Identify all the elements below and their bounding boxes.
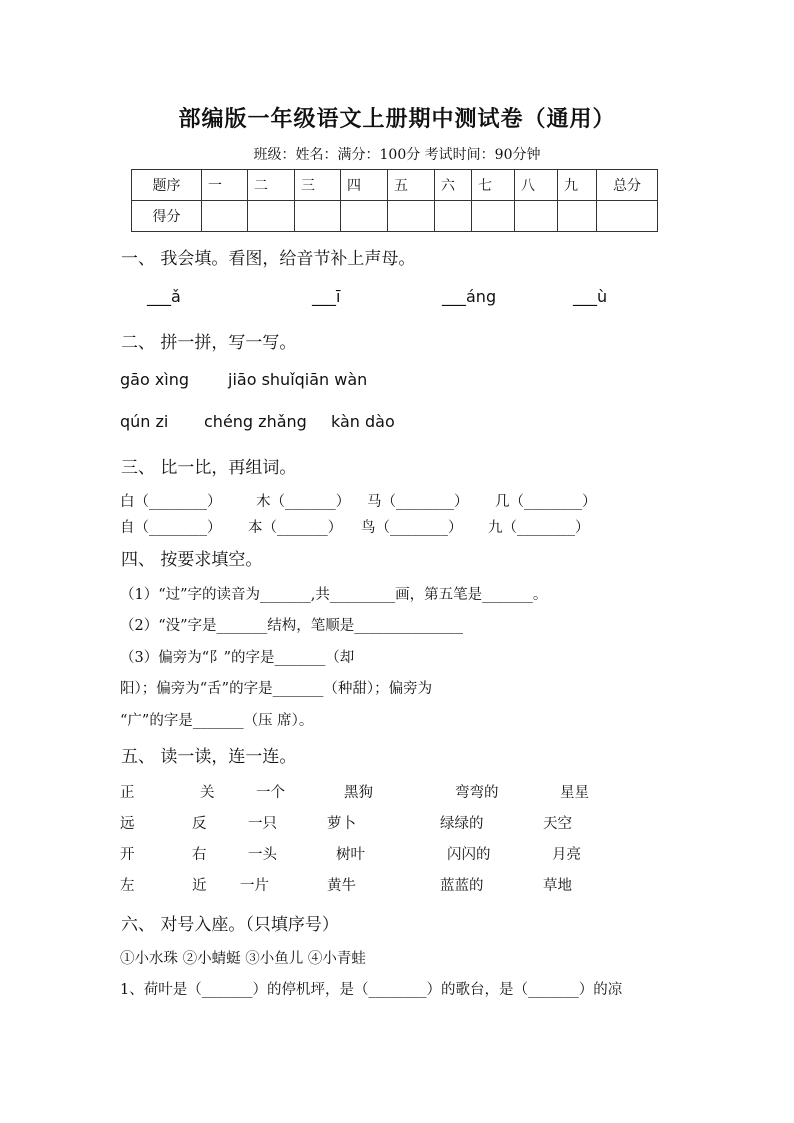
question-line[interactable]: （3）偏旁为“阝”的字是_______（却	[120, 650, 355, 666]
pinyin-word: kàn dào	[331, 412, 395, 431]
match-word[interactable]: 正	[120, 785, 135, 801]
header-cell: 二	[248, 170, 295, 201]
exam-info: 班级：姓名：满分：100分 考试时间：90分钟	[253, 147, 541, 163]
header-cell: 七	[472, 170, 515, 201]
score-cell[interactable]	[597, 201, 658, 232]
match-word[interactable]: 闪闪的	[447, 847, 491, 863]
section-6-heading: 六、 对号入座。（只填序号）	[121, 915, 339, 935]
fill-blank[interactable]: ___ī	[312, 287, 341, 306]
question-line[interactable]: 阳）；偏旁为“舌”的字是_______（种甜）；偏旁为	[120, 681, 433, 697]
header-cell: 六	[435, 170, 472, 201]
match-word[interactable]: 黄牛	[327, 878, 356, 894]
score-table	[131, 169, 658, 232]
match-word[interactable]: 草地	[543, 878, 572, 894]
word-pair[interactable]: 自（________）	[120, 520, 222, 536]
pinyin-word: jiāo shuǐqiān wàn	[228, 370, 368, 389]
match-word[interactable]: 反	[192, 816, 207, 832]
fill-blank[interactable]: ___áng	[442, 287, 497, 306]
pinyin-word: gāo xìng	[120, 370, 190, 389]
section-5-heading: 五、 读一读，连一连。	[121, 747, 297, 767]
match-word[interactable]: 近	[192, 878, 207, 894]
score-cell[interactable]	[295, 201, 341, 232]
fill-blank[interactable]: ___ù	[573, 287, 608, 306]
match-word[interactable]: 一片	[240, 878, 269, 894]
score-cell[interactable]	[515, 201, 558, 232]
match-word[interactable]: 左	[120, 878, 135, 894]
match-word[interactable]: 树叶	[336, 847, 365, 863]
question-line[interactable]: （2）“没”字是_______结构，笔顺是_______________	[120, 618, 464, 634]
section-3-heading: 三、 比一比，再组词。	[121, 458, 297, 478]
match-word[interactable]: 一个	[256, 785, 285, 801]
score-cell[interactable]	[341, 201, 388, 232]
score-cell[interactable]	[558, 201, 597, 232]
fill-blank[interactable]: ___ǎ	[147, 287, 181, 306]
word-pair[interactable]: 鸟（________）	[361, 520, 463, 536]
header-cell: 九	[558, 170, 597, 201]
match-word[interactable]: 弯弯的	[455, 785, 499, 801]
word-pair[interactable]: 马（________）	[367, 494, 469, 510]
options-line: ①小水珠 ②小蜻蜓 ③小鱼儿 ④小青蛙	[120, 951, 366, 967]
word-pair[interactable]: 白（________）	[120, 494, 222, 510]
pinyin-word: chéng zhǎng	[204, 412, 307, 431]
score-table-score-row	[132, 201, 658, 232]
score-cell[interactable]	[202, 201, 248, 232]
match-word[interactable]: 星星	[560, 785, 589, 801]
header-cell: 题序	[132, 170, 202, 201]
match-word[interactable]: 绿绿的	[440, 816, 484, 832]
pinyin-word: qún zi	[120, 412, 169, 431]
match-word[interactable]: 关	[200, 785, 215, 801]
score-cell[interactable]	[388, 201, 435, 232]
match-word[interactable]: 右	[192, 847, 207, 863]
score-cell[interactable]	[472, 201, 515, 232]
word-pair[interactable]: 木（_______）	[256, 494, 351, 510]
score-row-label: 得分	[132, 201, 202, 232]
word-pair[interactable]: 九（________）	[488, 520, 590, 536]
match-word[interactable]: 远	[120, 816, 135, 832]
header-cell: 八	[515, 170, 558, 201]
question-line[interactable]: （1）“过”字的读音为_______,共_________画，第五笔是_______。	[120, 587, 548, 603]
match-word[interactable]: 一只	[248, 816, 277, 832]
match-word[interactable]: 月亮	[552, 847, 581, 863]
score-cell[interactable]	[435, 201, 472, 232]
question-line[interactable]: “广”的字是_______（压 席）。	[120, 713, 314, 729]
match-word[interactable]: 开	[120, 847, 135, 863]
score-cell[interactable]	[248, 201, 295, 232]
word-pair[interactable]: 本（_______）	[248, 520, 343, 536]
match-word[interactable]: 黑狗	[344, 785, 373, 801]
header-cell: 一	[202, 170, 248, 201]
match-word[interactable]: 蓝蓝的	[440, 878, 484, 894]
section-1-heading: 一、 我会填。看图，给音节补上声母。	[121, 249, 416, 269]
match-word[interactable]: 天空	[543, 816, 572, 832]
header-cell: 四	[341, 170, 388, 201]
section-4-heading: 四、 按要求填空。	[121, 550, 263, 570]
page-title: 部编版一年级语文上册期中测试卷（通用）	[178, 107, 616, 132]
header-cell: 总分	[597, 170, 658, 201]
word-pair[interactable]: 几（________）	[495, 494, 597, 510]
header-cell: 五	[388, 170, 435, 201]
match-word[interactable]: 一头	[248, 847, 277, 863]
section-2-heading: 二、 拼一拼，写一写。	[121, 333, 297, 353]
score-table-header-row	[132, 170, 658, 201]
question-line[interactable]: 1、荷叶是（_______）的停机坪，是（________）的歌台，是（_______）的凉	[120, 982, 623, 998]
match-word[interactable]: 萝卜	[327, 816, 356, 832]
header-cell: 三	[295, 170, 341, 201]
